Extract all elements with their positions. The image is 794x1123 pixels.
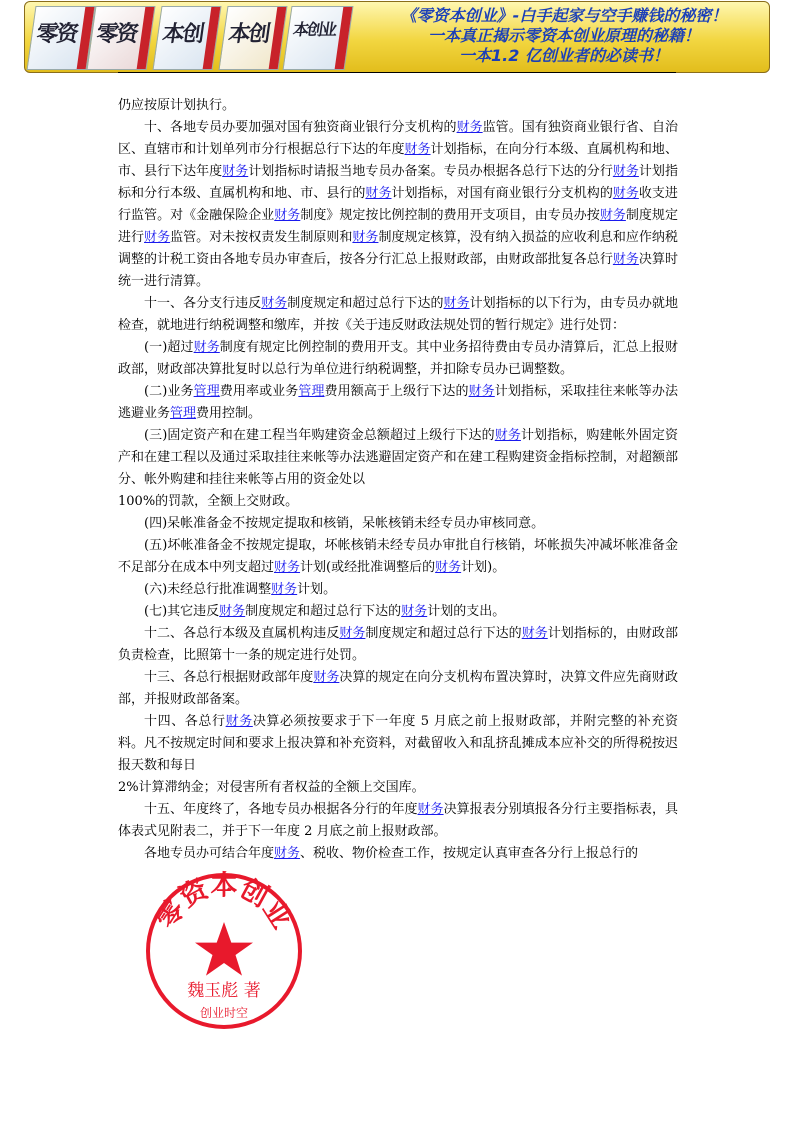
paragraph (118, 667, 678, 711)
text-segment: 决算的规定在向分支机构布置决算时，决算文件应先商财政部，并报财政部备案。 (118, 670, 678, 707)
keyword-link[interactable]: 财务 (401, 604, 428, 619)
text-segment: 2%计算滞纳金；对侵害所有者权益的全额上交国库。 (118, 780, 425, 795)
keyword-link[interactable]: 财务 (468, 384, 495, 399)
paragraph (118, 535, 678, 579)
keyword-link[interactable]: 财务 (274, 560, 301, 575)
keyword-link[interactable]: 财务 (456, 120, 483, 135)
book-cover-image (283, 6, 354, 70)
keyword-link[interactable]: 财务 (417, 802, 444, 817)
banner-line: 《零资本创业》-白手起家与空手赚钱的秘密！ (400, 6, 728, 25)
text-segment: (一)超过 (144, 340, 194, 355)
book-cover-image (87, 6, 156, 70)
text-segment: 决算必须按要求于下一年度 5 月底之前上报财政部，并附完整的补充资料。凡不按规定时间和要求上报决算和补充资料，对截留收入和乱挤乱摊成本应补交的所得税按迟报天数和每日 (118, 714, 678, 773)
text-segment: 计划的支出。 (427, 604, 506, 619)
text-segment: 费用控制。 (196, 406, 262, 421)
paragraph (118, 601, 678, 623)
text-segment: 决算时统一进行清算。 (118, 252, 678, 289)
text-segment: 计划。 (297, 582, 337, 597)
keyword-link[interactable]: 财务 (521, 626, 548, 641)
text-segment: 100%的罚款，全额上交财政。 (118, 494, 299, 509)
seal-footer: 创业时空 (199, 1006, 249, 1020)
book-cover-image (219, 6, 288, 70)
keyword-link[interactable]: 财务 (612, 186, 639, 201)
book-cover-image (153, 6, 222, 70)
paragraph (118, 623, 678, 667)
keyword-link[interactable]: 财务 (222, 164, 249, 179)
keyword-link[interactable]: 财务 (599, 208, 626, 223)
text-segment: 监管。对未按权责发生制原则和 (170, 230, 353, 245)
paragraph (118, 777, 678, 799)
paragraph (118, 293, 678, 337)
paragraph (118, 579, 678, 601)
banner-line: 一本真正揭示零资本创业原理的秘籍！ (427, 26, 700, 45)
book-cover-image (27, 6, 96, 70)
text-segment: 十四、各总行 (144, 714, 226, 729)
keyword-link[interactable]: 财务 (225, 714, 253, 729)
header-divider (118, 72, 676, 73)
seal-author: 魏玉彪 著 (187, 981, 261, 1001)
text-segment: 计划指标的，由财政部负责检查，比照第十一条的规定进行处罚。 (118, 626, 678, 663)
header-banner[interactable] (24, 1, 770, 73)
keyword-link[interactable]: 财务 (274, 846, 301, 861)
keyword-link[interactable]: 管理 (170, 406, 197, 421)
text-segment: (五)坏帐准备金不按规定提取，坏帐核销未经专员办审批自行核销，坏帐损失冲减坏帐准备金不足部分在成本中列支超过 (118, 538, 678, 575)
book-cover-label: 本创 (226, 21, 271, 47)
seal-arc-text: 零资本创业 (150, 870, 298, 935)
keyword-link[interactable]: 财务 (404, 142, 431, 157)
keyword-link[interactable]: 管理 (193, 384, 220, 399)
keyword-link[interactable]: 财务 (612, 164, 639, 179)
text-segment: 仍应按原计划执行。 (118, 98, 236, 113)
keyword-link[interactable]: 财务 (352, 230, 379, 245)
text-segment: 十三、各总行根据财政部年度 (144, 670, 314, 685)
text-segment: (二)业务 (144, 384, 194, 399)
text-segment: 制度规定和超过总行下达的 (365, 626, 522, 641)
paragraph (118, 799, 678, 843)
text-segment: 计划指标的以下行为，由专员办就地检查，就地进行纳税调整和缴库，并按《关于违反财政法规处罚的暂行规定》进行处罚： (118, 296, 678, 333)
text-segment: 计划(或经批准调整后的 (300, 560, 436, 575)
keyword-link[interactable]: 财务 (219, 604, 246, 619)
text-segment: 费用额高于上级行下达的 (324, 384, 469, 399)
paragraph (118, 381, 678, 425)
text-segment: 计划指标，购建帐外固定资产和在建工程以及通过采取挂往来帐等办法逃避固定资产和在建工程购建资金指标控制，对超额部分、帐外购建和挂往来帐等占用的资金处以 (118, 428, 678, 487)
paragraph (118, 843, 678, 865)
text-segment: 十二、各总行本级及直属机构违反 (144, 626, 340, 641)
text-segment: 计划指标，采取挂往来帐等办法逃避业务 (118, 384, 678, 421)
text-segment: 决算报表分别填报各分行主要指标表，具体表式见附表二，并于下一年度 2 月底之前上报财政部。 (118, 802, 678, 839)
keyword-link[interactable]: 财务 (443, 296, 470, 311)
text-segment: 计划)。 (461, 560, 506, 575)
book-cover-label: 本创业 (291, 20, 337, 39)
keyword-link[interactable]: 财务 (494, 428, 521, 443)
text-segment: (三)固定资产和在建工程当年购建资金总额超过上级行下达的 (144, 428, 495, 443)
text-segment: 制度》规定按比例控制的费用开支项目，由专员办按 (300, 208, 600, 223)
text-segment: 、税收、物价检查工作，按规定认真审查各分行上报总行的 (300, 846, 639, 861)
text-segment: 制度规定核算，没有纳入损益的应收利息和应作纳税调整的计税工资由各地专员办审查后，按各分行汇总上报财政部，由财政部批复各总行 (118, 230, 678, 267)
keyword-link[interactable]: 财务 (339, 626, 366, 641)
keyword-link[interactable]: 管理 (298, 384, 325, 399)
book-cover-label: 零资 (34, 21, 79, 47)
document-body (118, 95, 678, 865)
text-segment: 计划指标，对国有商业银行分支机构的 (391, 186, 613, 201)
keyword-link[interactable]: 财务 (261, 296, 288, 311)
text-segment: 计划指标时请报当地专员办备案。专员办根据各总行下达的分行 (248, 164, 613, 179)
text-segment: 十、各地专员办要加强对国有独资商业银行分支机构的 (144, 120, 457, 135)
keyword-link[interactable]: 财务 (365, 186, 392, 201)
keyword-link[interactable]: 财务 (313, 670, 340, 685)
banner-line: 一本1.2 亿创业者的必读书！ (459, 46, 669, 65)
text-segment: 十一、各分支行违反 (144, 296, 262, 311)
paragraph (118, 425, 678, 491)
text-segment: 各地专员办可结合年度 (144, 846, 275, 861)
text-segment: 制度规定和超过总行下达的 (287, 296, 444, 311)
keyword-link[interactable]: 财务 (193, 340, 220, 355)
text-segment: 制度规定和超过总行下达的 (245, 604, 402, 619)
paragraph (118, 491, 678, 513)
text-segment: (七)其它违反 (144, 604, 220, 619)
paragraph (118, 513, 678, 535)
paragraph (118, 95, 678, 117)
text-segment: 计划指标，在向分行本级、直属机构和地、市、县行下达年度 (118, 142, 678, 179)
keyword-link[interactable]: 财务 (271, 582, 298, 597)
keyword-link[interactable]: 财务 (274, 208, 301, 223)
paragraph (118, 337, 678, 381)
text-segment: 十五、年度终了，各地专员办根据各分行的年度 (144, 802, 418, 817)
book-cover-label: 零资 (94, 21, 139, 47)
text-segment: (四)呆帐准备金不按规定提取和核销，呆帐核销未经专员办审核同意。 (144, 516, 545, 531)
banner-slogan (359, 6, 769, 66)
text-segment: 监管。国有独资商业银行省、自治区、直辖市和计划单列市分行根据总行下达的年度 (118, 120, 678, 157)
paragraph (118, 117, 678, 293)
text-segment: (六)未经总行批准调整 (144, 582, 272, 597)
book-cover-label: 本创 (160, 21, 205, 47)
text-segment: 制度有规定比例控制的费用开支。其中业务招待费由专员办清算后，汇总上报财政部，财政部决算批复时以总行为单位进行纳税调整，并扣除专员办已调整数。 (118, 340, 678, 377)
keyword-link[interactable]: 财务 (612, 252, 639, 267)
text-segment: 计划指标和分行本级、直属机构和地、市、县行的 (118, 164, 678, 201)
keyword-link[interactable]: 财务 (435, 560, 462, 575)
text-segment: 费用率或业务 (219, 384, 299, 399)
paragraph (118, 711, 678, 777)
red-seal-stamp (143, 870, 305, 1032)
text-segment: 收支进行监管。对《金融保险企业 (118, 186, 678, 223)
text-segment: 制度规定进行 (118, 208, 678, 245)
keyword-link[interactable]: 财务 (144, 230, 171, 245)
